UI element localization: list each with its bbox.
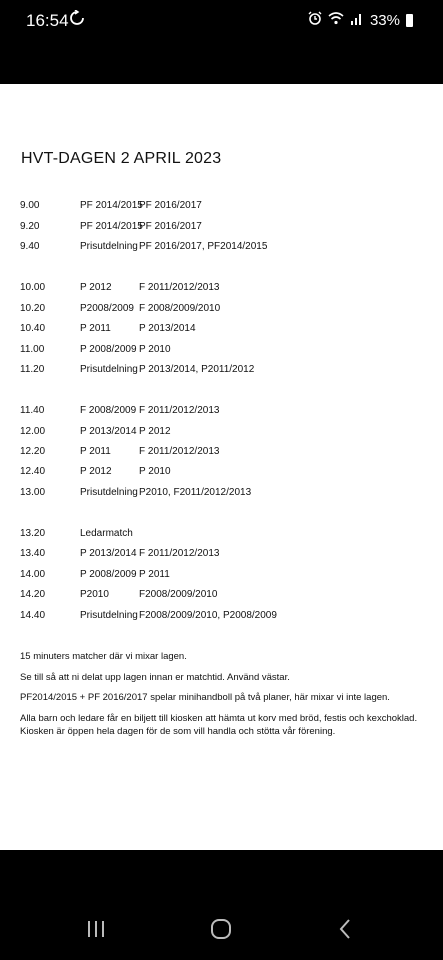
row-group-a: Ledarmatch xyxy=(80,528,133,539)
row-group-a: P 2008/2009 xyxy=(80,569,137,580)
row-time: 13.00 xyxy=(20,487,46,498)
row-time: 9.00 xyxy=(20,200,40,211)
note-text: Kiosken är öppen hela dagen för de som vill handla och stötta vår förening. xyxy=(20,726,336,737)
note-text: PF2014/2015 + PF 2016/2017 spelar minihandboll på två planer, här mixar vi inte lagen. xyxy=(20,692,390,703)
row-group-a: P 2008/2009 xyxy=(80,344,137,355)
navigation-bar xyxy=(0,850,443,960)
row-group-b: PF 2016/2017, PF2014/2015 xyxy=(139,241,268,252)
back-icon[interactable] xyxy=(337,918,353,945)
schedule-row xyxy=(0,446,443,460)
schedule-row xyxy=(0,426,443,440)
row-group-b: F 2008/2009/2010 xyxy=(139,303,221,314)
row-time: 11.40 xyxy=(20,405,45,416)
schedule-row xyxy=(0,221,443,235)
row-group-a: Prisutdelning xyxy=(80,610,138,621)
schedule-row xyxy=(0,344,443,358)
schedule-row xyxy=(0,405,443,419)
sync-icon xyxy=(70,10,84,31)
status-bar xyxy=(0,0,443,84)
row-time: 10.40 xyxy=(20,323,46,334)
battery-level: 33% xyxy=(369,11,400,29)
schedule-row xyxy=(0,466,443,480)
row-group-b: F2008/2009/2010, P2008/2009 xyxy=(139,610,277,621)
row-time: 11.20 xyxy=(20,364,45,375)
row-time: 14.40 xyxy=(20,610,46,621)
row-group-a: Prisutdelning xyxy=(80,241,138,252)
row-time: 12.40 xyxy=(20,466,46,477)
status-time: 16:54 xyxy=(26,11,69,30)
row-group-a: P 2013/2014 xyxy=(80,426,137,437)
row-group-a: P 2013/2014 xyxy=(80,548,137,559)
schedule-row xyxy=(0,303,443,317)
row-group-b: P 2010 xyxy=(139,466,171,477)
row-group-b: F 2011/2012/2013 xyxy=(139,548,220,559)
row-group-b: P 2011 xyxy=(139,569,170,580)
schedule-row xyxy=(0,610,443,624)
row-group-b: P 2013/2014 xyxy=(139,323,196,334)
row-group-b: P 2010 xyxy=(139,344,171,355)
battery-icon xyxy=(406,14,413,27)
schedule-row xyxy=(0,589,443,603)
schedule-row xyxy=(0,323,443,337)
row-group-a: P2008/2009 xyxy=(80,303,134,314)
row-group-a: PF 2014/2015 xyxy=(80,221,143,232)
note-text: Se till så att ni delat upp lagen innan er matchtid. Använd västar. xyxy=(20,672,290,683)
row-group-b: F2008/2009/2010 xyxy=(139,589,218,600)
row-time: 13.20 xyxy=(20,528,46,539)
alarm-icon xyxy=(308,11,322,29)
row-group-b: F 2011/2012/2013 xyxy=(139,405,220,416)
schedule-row xyxy=(0,548,443,562)
row-time: 14.20 xyxy=(20,589,46,600)
schedule-row xyxy=(0,487,443,501)
row-time: 10.00 xyxy=(20,282,46,293)
row-group-b: PF 2016/2017 xyxy=(139,221,202,232)
row-time: 12.00 xyxy=(20,426,46,437)
document-page[interactable] xyxy=(0,84,443,850)
schedule-row xyxy=(0,200,443,214)
row-group-a: P 2012 xyxy=(80,282,112,293)
note-text: 15 minuters matcher där vi mixar lagen. xyxy=(20,651,187,662)
schedule-row xyxy=(0,528,443,542)
schedule-row xyxy=(0,569,443,583)
row-group-b: F 2011/2012/2013 xyxy=(139,446,220,457)
row-time: 11.00 xyxy=(20,344,45,355)
row-group-a: P2010 xyxy=(80,589,109,600)
document-title: HVT-DAGEN 2 APRIL 2023 xyxy=(21,150,222,167)
home-icon[interactable] xyxy=(209,918,233,945)
row-group-a: P 2012 xyxy=(80,466,112,477)
row-group-a: Prisutdelning xyxy=(80,364,138,375)
row-group-a: F 2008/2009 xyxy=(80,405,137,416)
row-time: 9.20 xyxy=(20,221,40,232)
row-group-b: P2010, F2011/2012/2013 xyxy=(139,487,252,498)
row-group-a: Prisutdelning xyxy=(80,487,138,498)
row-group-b: P 2012 xyxy=(139,426,171,437)
recents-icon[interactable] xyxy=(86,918,106,945)
note-text: Alla barn och ledare får en biljett till kiosken att hämta ut korv med bröd, festis och kexchoklad. xyxy=(20,713,418,724)
row-time: 10.20 xyxy=(20,303,46,314)
signal-icon xyxy=(350,11,364,29)
row-time: 13.40 xyxy=(20,548,46,559)
row-group-b: F 2011/2012/2013 xyxy=(139,282,220,293)
row-time: 9.40 xyxy=(20,241,40,252)
row-group-a: PF 2014/2015 xyxy=(80,200,143,211)
wifi-icon xyxy=(328,11,344,29)
row-group-b: PF 2016/2017 xyxy=(139,200,202,211)
row-group-a: P 2011 xyxy=(80,446,111,457)
schedule-row xyxy=(0,364,443,378)
row-time: 14.00 xyxy=(20,569,46,580)
schedule-row xyxy=(0,241,443,255)
schedule-row xyxy=(0,282,443,296)
row-time: 12.20 xyxy=(20,446,46,457)
row-group-b: P 2013/2014, P2011/2012 xyxy=(139,364,255,375)
row-group-a: P 2011 xyxy=(80,323,111,334)
